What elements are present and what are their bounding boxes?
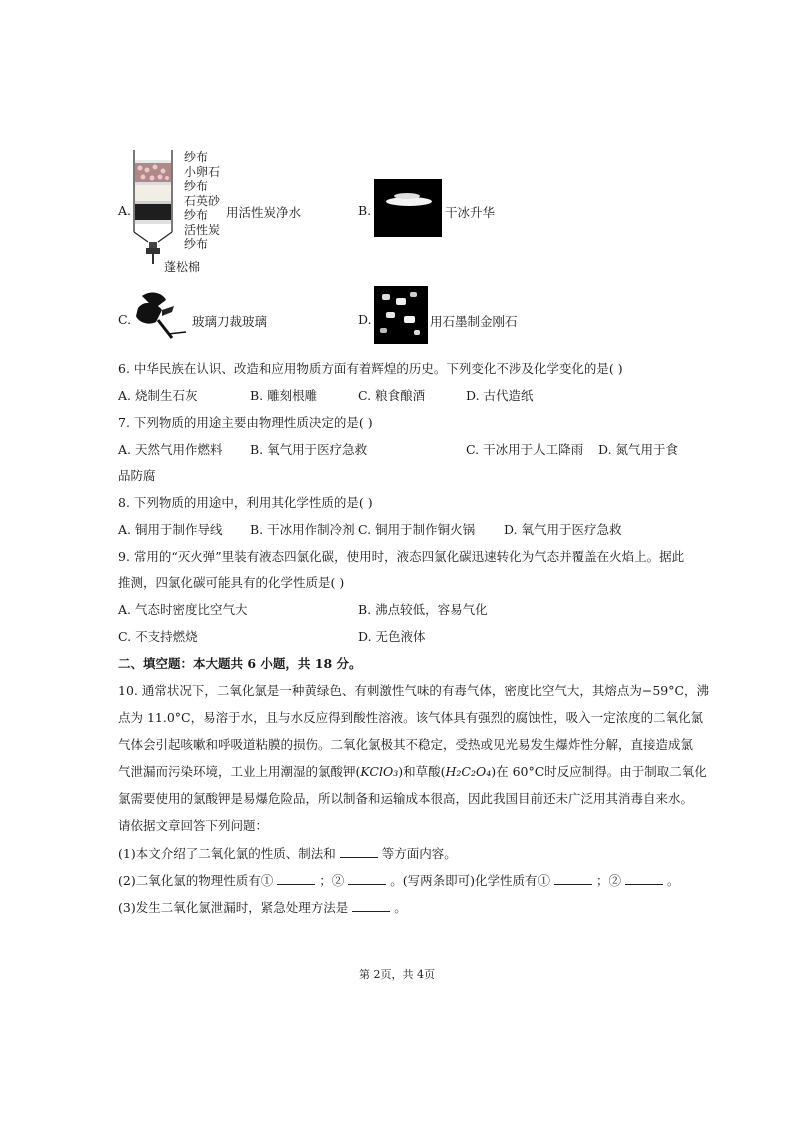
option-c-letter: C. xyxy=(118,312,132,327)
answer-blank[interactable] xyxy=(554,873,592,885)
sub-question-text: (2)二氧化氯的物理性质有① xyxy=(118,873,274,888)
formula-kclo3: KClO₃ xyxy=(360,764,399,779)
filter-bottom-label: 蓬松棉 xyxy=(164,260,201,274)
option-a-caption: 用活性炭净水 xyxy=(226,205,302,220)
option-d-caption: 用石墨制金刚石 xyxy=(430,314,518,329)
section-heading: 二、填空题：本大题共 6 小题，共 18 分。 xyxy=(118,656,362,671)
page-footer: 第 2页，共 4页 xyxy=(359,968,435,981)
filter-layer-label: 活性炭 xyxy=(184,222,221,237)
question-stem: 8. 下列物质的用途中，利用其化学性质的是( ) xyxy=(118,495,373,510)
diamond-photo xyxy=(374,286,428,344)
option-b-caption: 干冰升华 xyxy=(445,205,496,220)
option-c-caption: 玻璃刀裁玻璃 xyxy=(192,314,268,329)
passage-text: 气泄漏而污染环境，工业上用潮湿的氯酸钾( xyxy=(118,764,361,779)
option: A. 烧制生石灰 xyxy=(118,388,198,403)
option: A. 铜用于制作导线 xyxy=(118,522,223,537)
formula-h2c2o4: H₂C₂O₄ xyxy=(445,764,492,779)
option: A. 天然气用作燃料 xyxy=(118,442,223,457)
option-wrap: 品防腐 xyxy=(118,468,156,483)
filter-layer-label: 纱布 xyxy=(184,237,209,251)
option: B. 沸点较低，容易气化 xyxy=(358,602,488,617)
option: D. 氧气用于医疗急救 xyxy=(504,522,622,537)
option: C. 铜用于制作铜火锅 xyxy=(358,522,476,537)
answer-blank[interactable] xyxy=(625,873,663,885)
passage-line: 气体会引起咳嗽和呼吸道粘膜的损伤。二氧化氯极其不稳定，受热或见光易发生爆炸性分解，直接造成氯 xyxy=(118,737,694,752)
filter-layer-label: 纱布 xyxy=(184,208,209,222)
question-stem: 9. 常用的“灭火弹”里装有液态四氯化碳，使用时，液态四氯化碳迅速转化为气态并覆盖在火焰上。据此 xyxy=(118,549,685,564)
sub-question-text: 等方面内容。 xyxy=(381,846,457,861)
option-d-letter: D. xyxy=(358,312,372,327)
sub-question-text: 。 xyxy=(667,873,680,888)
sub-question-text: (3)发生二氧化氯泄漏时，紧急处理方法是 xyxy=(118,900,349,915)
option-b-letter: B. xyxy=(358,203,372,218)
option: B. 干冰用作制冷剂 xyxy=(250,522,355,537)
passage-line: 10. 通常状况下，二氧化氯是一种黄绿色、有刺激性气味的有毒气体，密度比空气大，其熔点为−59°C，沸 xyxy=(118,683,710,698)
option: D. 无色液体 xyxy=(358,629,426,644)
option-a-letter: A. xyxy=(118,203,132,218)
answer-blank[interactable] xyxy=(340,846,378,858)
filter-layer-label: 石英砂 xyxy=(184,193,221,208)
filter-layer-label: 小卵石 xyxy=(184,164,221,179)
question-stem-cont: 推测，四氯化碳可能具有的化学性质是( ) xyxy=(118,575,345,590)
passage-line: 请依据文章回答下列问题： xyxy=(118,818,269,833)
passage-text: )在 60°C时反应制得。由于制取二氧化 xyxy=(491,764,707,779)
filter-layer-label: 纱布 xyxy=(184,150,209,164)
passage-text: )和草酸( xyxy=(398,764,446,779)
passage-line: 点为 11.0°C，易溶于水，且与水反应得到酸性溶液。该气体具有强烈的腐蚀性，吸入一定浓度的二氧化氯 xyxy=(118,710,704,725)
sub-question-1 xyxy=(118,844,457,862)
answer-blank[interactable] xyxy=(348,873,386,885)
glass-cutter-illustration xyxy=(128,288,188,340)
answer-blank[interactable] xyxy=(352,900,390,912)
sub-question-text: 。(写两条即可)化学性质有① xyxy=(390,873,550,888)
water-filter-diagram xyxy=(130,148,182,274)
sub-question-text: 。 xyxy=(394,900,407,915)
option: D. 古代造纸 xyxy=(466,388,534,403)
sub-question-2 xyxy=(118,871,680,889)
option: C. 粮食酿酒 xyxy=(358,388,426,403)
sub-question-3 xyxy=(118,898,407,916)
question-stem: 7. 下列物质的用途主要由物理性质决定的是( ) xyxy=(118,415,373,430)
sub-question-text: ；② xyxy=(319,873,345,888)
option: D. 氮气用于食 xyxy=(598,442,679,457)
sub-question-text: (1)本文介绍了二氧化氯的性质、制法和 xyxy=(118,846,336,861)
option: A. 气态时密度比空气大 xyxy=(118,602,248,617)
option: B. 氧气用于医疗急救 xyxy=(250,442,368,457)
option: C. 不支持燃烧 xyxy=(118,629,198,644)
question-stem: 6. 中华民族在认识、改造和应用物质方面有着辉煌的历史。下列变化不涉及化学变化的是( ) xyxy=(118,361,623,376)
dry-ice-photo xyxy=(374,179,442,237)
option: B. 雕刻根雕 xyxy=(250,388,318,403)
filter-layer-label: 纱布 xyxy=(184,179,209,193)
passage-line xyxy=(118,762,707,780)
option: C. 干冰用于人工降雨 xyxy=(466,442,584,457)
answer-blank[interactable] xyxy=(277,873,315,885)
sub-question-text: ；② xyxy=(596,873,622,888)
passage-line: 氯需要使用的氯酸钾是易爆危险品，所以制备和运输成本很高，因此我国目前还未广泛用其消毒自来水。 xyxy=(118,791,694,806)
